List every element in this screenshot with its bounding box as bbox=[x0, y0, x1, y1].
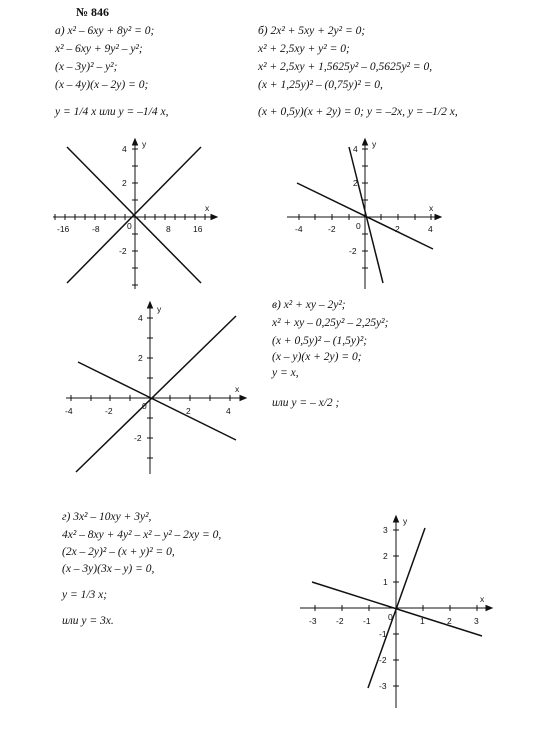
graph-v bbox=[60, 298, 250, 478]
x-tick-label: -2 bbox=[328, 224, 336, 234]
part-b-line-1: б) 2x² + 5xy + 2y² = 0; bbox=[258, 25, 366, 37]
graph-a bbox=[45, 135, 225, 295]
part-a-line-2: x² – 6xy + 9y² – y²; bbox=[55, 43, 143, 55]
part-v-line-1: в) x² + xy – 2y²; bbox=[272, 299, 346, 311]
x-axis-arrow bbox=[435, 215, 441, 220]
y-tick-label: -2 bbox=[349, 246, 357, 256]
y-tick-label: 4 bbox=[138, 313, 143, 323]
part-b-line-5: (x + 0,5y)(x + 2y) = 0; y = –2x, y = –1/2 x, bbox=[258, 106, 458, 118]
part-b-line-3: x² + 2,5xy + 1,5625y² – 0,5625y² = 0, bbox=[258, 61, 433, 73]
y-tick-label: -3 bbox=[379, 681, 387, 691]
x-axis-arrow bbox=[211, 215, 217, 220]
x-tick-label: 3 bbox=[474, 616, 479, 626]
x-axis-arrow bbox=[240, 396, 246, 401]
x-axis-label: x bbox=[205, 203, 210, 213]
y-axis-arrow bbox=[133, 139, 138, 145]
line-y-x bbox=[76, 316, 236, 472]
problem-title: № 846 bbox=[76, 5, 110, 19]
part-v-line-4: (x – y)(x + 2y) = 0; bbox=[272, 351, 362, 363]
x-tick-label: -16 bbox=[57, 224, 70, 234]
x-axis-label: x bbox=[429, 203, 434, 213]
y-axis-label: y bbox=[142, 139, 147, 149]
x-tick-label: 4 bbox=[226, 406, 231, 416]
part-v-line-2: x² + xy – 0,25y² – 2,25y²; bbox=[272, 317, 389, 329]
part-b-line-2: x² + 2,5xy + y² = 0; bbox=[258, 43, 350, 55]
line-y-neg-half-x bbox=[78, 362, 236, 440]
y-tick-label: 2 bbox=[353, 178, 358, 188]
x-axis-label: x bbox=[235, 384, 240, 394]
y-tick-label: -1 bbox=[379, 629, 387, 639]
origin-label: 0 bbox=[388, 612, 393, 622]
x-tick-label: -3 bbox=[309, 616, 317, 626]
graph-g bbox=[296, 512, 496, 712]
y-axis-label: y bbox=[157, 304, 162, 314]
part-g-line-5: y = 1/3 x; bbox=[62, 589, 108, 601]
x-tick-label: -4 bbox=[65, 406, 73, 416]
origin-label: 0 bbox=[356, 221, 361, 231]
part-g-line-4: (x – 3y)(3x – y) = 0, bbox=[62, 563, 155, 575]
y-tick-label: 2 bbox=[122, 178, 127, 188]
y-tick-label: -2 bbox=[379, 655, 387, 665]
x-tick-label: -4 bbox=[295, 224, 303, 234]
part-v-line-3: (x + 0,5y)² – (1,5y)²; bbox=[272, 335, 368, 347]
part-a-line-1: а) x² – 6xy + 8y² = 0; bbox=[55, 25, 155, 37]
x-tick-label: 2 bbox=[395, 224, 400, 234]
part-g-line-6: или y = 3x. bbox=[62, 615, 114, 627]
origin-label: 0 bbox=[127, 221, 132, 231]
part-v-line-5: y = x, bbox=[272, 367, 299, 379]
x-tick-label: 8 bbox=[166, 224, 171, 234]
y-axis-arrow bbox=[363, 139, 368, 145]
x-tick-label: 4 bbox=[428, 224, 433, 234]
y-axis-arrow bbox=[394, 516, 399, 522]
line-y-neg-2x bbox=[349, 147, 383, 283]
y-tick-label: 2 bbox=[383, 551, 388, 561]
y-axis-label: y bbox=[372, 139, 377, 149]
y-tick-label: 3 bbox=[383, 525, 388, 535]
x-tick-label: -8 bbox=[92, 224, 100, 234]
y-tick-label: 1 bbox=[383, 577, 388, 587]
x-tick-label: 16 bbox=[193, 224, 203, 234]
x-tick-label: -2 bbox=[336, 616, 344, 626]
y-tick-label: 4 bbox=[353, 144, 358, 154]
part-g-line-3: (2x – 2y)² – (x + y)² = 0, bbox=[62, 546, 175, 558]
y-tick-label: 2 bbox=[138, 353, 143, 363]
part-a-line-4: (x – 4y)(x – 2y) = 0; bbox=[55, 79, 149, 91]
part-g-line-2: 4x² – 8xy + 4y² – x² – y² – 2xy = 0, bbox=[62, 529, 222, 541]
x-tick-label: 2 bbox=[447, 616, 452, 626]
x-axis-arrow bbox=[486, 606, 492, 611]
line-y-third-x bbox=[312, 582, 482, 636]
part-b-line-4: (x + 1,25y)² – (0,75y)² = 0, bbox=[258, 79, 383, 91]
part-a-line-3: (x – 3y)² – y²; bbox=[55, 61, 118, 73]
x-axis-label: x bbox=[480, 594, 485, 604]
y-tick-label: 4 bbox=[122, 144, 127, 154]
y-axis-arrow bbox=[148, 302, 153, 308]
y-tick-label: -2 bbox=[119, 246, 127, 256]
x-tick-label: -2 bbox=[105, 406, 113, 416]
x-tick-label: 2 bbox=[186, 406, 191, 416]
x-tick-label: -1 bbox=[363, 616, 371, 626]
origin-label: 0 bbox=[142, 401, 147, 411]
graph-b bbox=[283, 135, 448, 295]
part-g-line-1: г) 3x² – 10xy + 3y², bbox=[62, 511, 152, 523]
x-tick-label: 1 bbox=[420, 616, 425, 626]
y-tick-label: -2 bbox=[134, 433, 142, 443]
y-axis-label: y bbox=[403, 516, 408, 526]
part-v-line-6: или y = – x/2 ; bbox=[272, 397, 340, 409]
part-a-line-5: y = 1/4 x или y = –1/4 x, bbox=[55, 106, 169, 118]
